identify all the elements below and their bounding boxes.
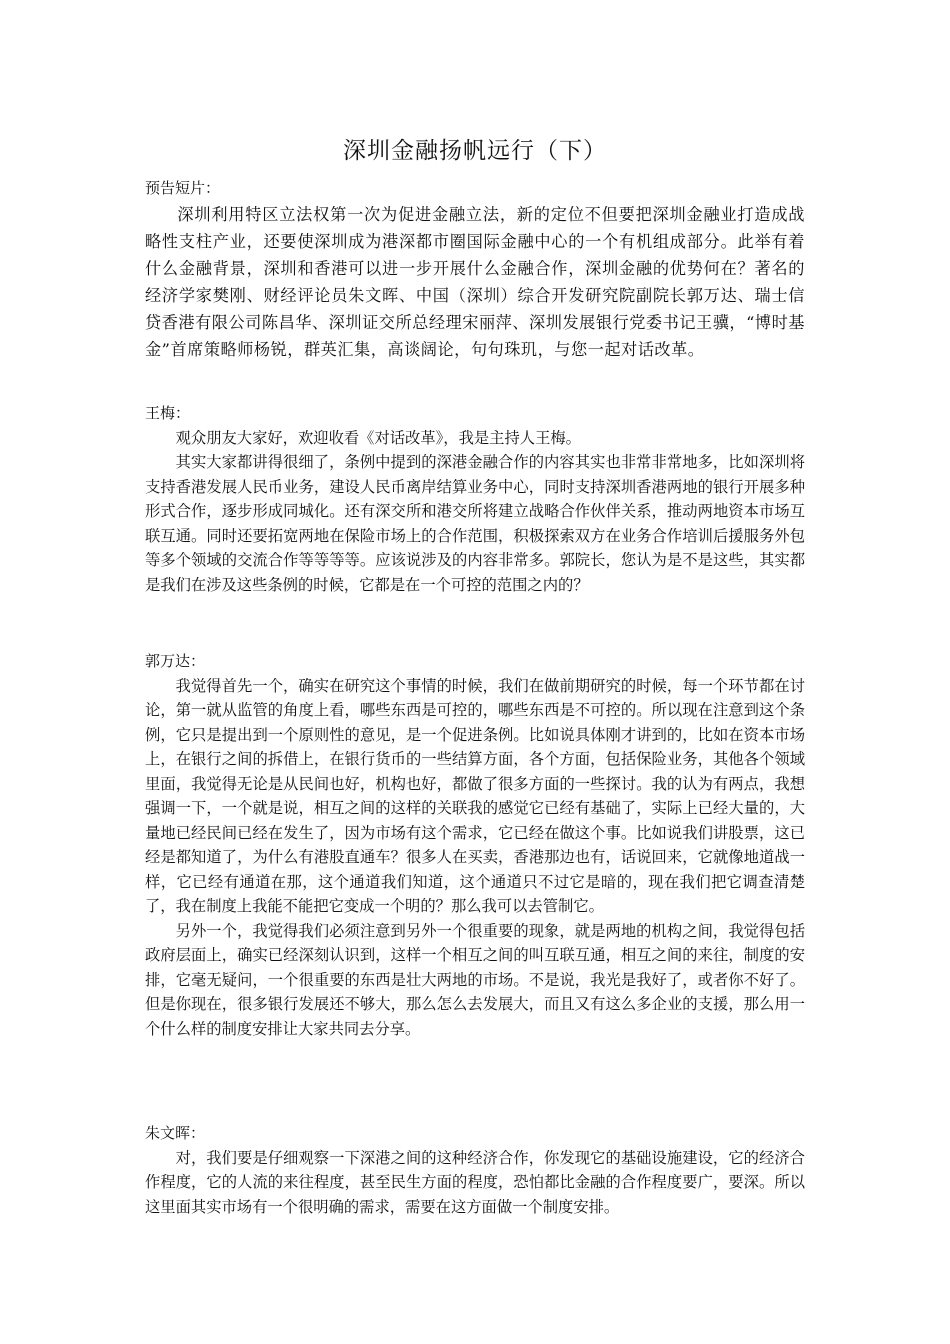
- speaker-label: 朱文晖：: [145, 1124, 206, 1142]
- paragraph: 另外一个，我觉得我们必须注意到另外一个很重要的现象，就是两地的机构之间，我觉得包括政府层面上，确实已经深刻认识到，这样一个相互之间的叫互联互通，相互之间的来往，制度的安排，它毫无疑问，一个很重要的东西是壮大两地的市场。不是说，我光是我好了，或者你不好了。但是你现在，很多银行发展还不够大，那么怎么去发展大，而且又有这么多企业的支援，那么用一个什么样的制度安排让大家共同去分享。: [145, 921, 805, 1038]
- speaker-label: 郭万达：: [145, 652, 206, 670]
- paragraph: 观众朋友大家好，欢迎收看《对话改革》，我是主持人王梅。: [175, 428, 581, 447]
- paragraph: 其实大家都讲得很细了，条例中提到的深港金融合作的内容其实也非常非常地多，比如深圳将支持香港发展人民币业务，建设人民币离岸结算业务中心，同时支持深圳香港两地的银行开展多种形式合作，逐步形成同城化。还有深交所和港交所将建立战略合作伙伴关系，推动两地资本市场互联互通。同时还要拓宽两地在保险市场上的合作范围，积极探索双方在业务合作培训后援服务外包等多个领域的交流合作等等等等。应该说涉及的内容非常多。郭院长，您认为是不是这些，其实都是我们在涉及这些条例的时候，它都是在一个可控的范围之内的？: [145, 453, 805, 594]
- section-guo-wanda: [145, 649, 805, 1041]
- document-title: 深圳金融扬帆远行（下）: [343, 138, 607, 164]
- section-zhu-wenhui: [145, 1121, 805, 1219]
- paragraph: 对，我们要是仔细观察一下深港之间的这种经济合作，你发现它的基础设施建设，它的经济合作程度，它的人流的来往程度，甚至民生方面的程度，恐怕都比金融的合作程度要广，要深。所以这里面其实市场有一个很明确的需求，需要在这方面做一个制度安排。: [145, 1148, 805, 1216]
- paragraph: 我觉得首先一个，确实在研究这个事情的时候，我们在做前期研究的时候，每一个环节都在讨论，第一就从监管的角度上看，哪些东西是可控的，哪些东西是不可控的。所以现在注意到这个条例，它只是提出到一个原则性的意见，是一个促进条例。比如说具体刚才讲到的，比如在资本市场上，在银行之间的拆借上，在银行货币的一些结算方面，各个方面，包括保险业务，其他各个领域里面，我觉得无论是从民间也好，机构也好，都做了很多方面的一些探讨。我的认为有两点，我想强调一下，一个就是说，相互之间的这样的关联我的感觉它已经有基础了，实际上已经大量的，大量地已经民间已经在发生了，因为市场有这个需求，它已经在做这个事。比如说我们讲股票，这已经是都知道了，为什么有港股直通车？很多人在买卖，香港那边也有，话说回来，它就像地道战一样，它已经有通道在那，这个通道我们知道，这个通道只不过它是暗的，现在我们把它调查清楚了，我在制度上我能不能把它变成一个明的？那么我可以去管制它。: [145, 676, 805, 915]
- section-wang-mei: [145, 401, 805, 597]
- preview-paragraph: 深圳利用特区立法权第一次为促进金融立法，新的定位不但要把深圳金融业打造成战略性支柱产业，还要使深圳成为港深都市圈国际金融中心的一个有机组成部分。此举有着什么金融背景，深圳和香港可以进一步开展什么金融合作，深圳金融的优势何在？著名的经济学家樊刚、财经评论员朱文晖、中国（深圳）综合开发研究院副院长郭万达、瑞士信贷香港有限公司陈昌华、深圳证交所总经理宋丽萍、深圳发展银行党委书记王骥，“博时基金”首席策略师杨锐，群英汇集，高谈阔论，句句珠玑，与您一起对话改革。: [145, 204, 805, 359]
- speaker-label: 王梅：: [145, 404, 191, 422]
- preview-label: 预告短片：: [145, 179, 221, 197]
- preview-section: [145, 176, 805, 363]
